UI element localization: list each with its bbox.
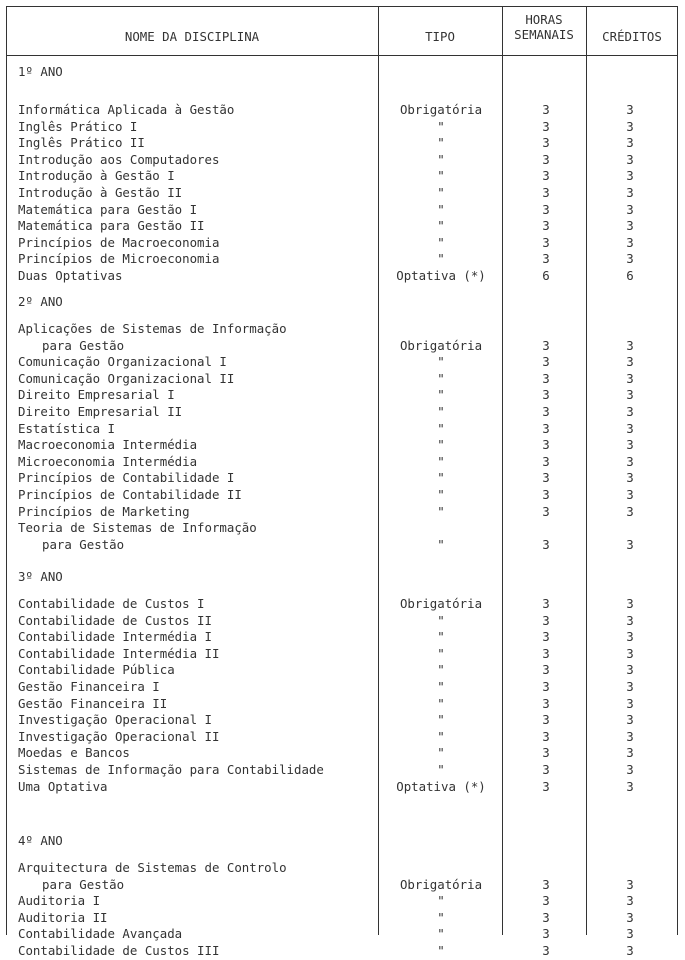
credits-value: 3 — [626, 370, 634, 386]
credits-value: 3 — [626, 168, 634, 184]
course-type: Obrigatória — [399, 102, 483, 117]
course-name: Macroeconomia Intermédia — [18, 437, 198, 453]
course-name: Contabilidade Intermédia I — [18, 629, 212, 645]
weekly-hours: 3 — [542, 712, 550, 728]
weekly-hours: 3 — [542, 629, 550, 645]
weekly-hours: 3 — [542, 470, 550, 486]
credits-value: 3 — [626, 118, 634, 134]
course-name: Arquitectura de Sistemas de Controlo — [18, 860, 287, 875]
credits-value: 3 — [626, 679, 634, 694]
course-type: " — [437, 370, 445, 386]
course-name: Introdução à Gestão I — [18, 168, 175, 184]
weekly-hours: 3 — [542, 778, 550, 794]
credits-value: 3 — [626, 102, 634, 117]
credits-value: 3 — [626, 909, 634, 925]
course-name: Princípios de Contabilidade I — [18, 470, 235, 486]
column-divider — [378, 6, 379, 935]
course-type: Obrigatória — [399, 337, 483, 353]
credits-value: 3 — [626, 662, 634, 678]
course-type: " — [437, 118, 445, 134]
credits-value: 3 — [626, 251, 634, 267]
weekly-hours: 3 — [542, 943, 550, 958]
weekly-hours: 3 — [542, 695, 550, 711]
weekly-hours: 3 — [542, 876, 550, 892]
weekly-hours: 3 — [542, 218, 550, 234]
header-hours-line2: SEMANAIS — [514, 27, 574, 42]
course-name: Microeconomia Intermédia — [18, 453, 198, 469]
weekly-hours: 3 — [542, 926, 550, 942]
weekly-hours: 3 — [542, 251, 550, 267]
credits-value: 3 — [626, 778, 634, 794]
weekly-hours: 3 — [542, 503, 550, 519]
weekly-hours: 3 — [542, 102, 550, 117]
weekly-hours: 3 — [542, 234, 550, 250]
course-name: Moedas e Bancos — [18, 745, 130, 761]
course-type: " — [437, 679, 445, 694]
weekly-hours: 3 — [542, 135, 550, 151]
course-name: Investigação Operacional II — [18, 728, 220, 744]
course-name: Comunicação Organizacional I — [18, 354, 227, 370]
course-type: " — [437, 762, 445, 777]
credits-value: 3 — [626, 234, 634, 250]
credits-value: 3 — [626, 453, 634, 469]
header-name: NOME DA DISCIPLINA — [124, 29, 260, 44]
credits-value: 3 — [626, 596, 634, 611]
course-type: " — [437, 612, 445, 628]
course-name: Contabilidade de Custos III — [18, 943, 220, 958]
course-name-continuation: para Gestão — [42, 337, 125, 353]
credits-value: 3 — [626, 135, 634, 151]
credits-value: 3 — [626, 151, 634, 167]
course-name-continuation: para Gestão — [42, 536, 125, 552]
course-type: " — [437, 168, 445, 184]
weekly-hours: 3 — [542, 728, 550, 744]
course-name: Contabilidade Pública — [18, 662, 175, 678]
credits-value: 3 — [626, 762, 634, 777]
course-name: Inglês Prático I — [18, 118, 138, 134]
course-name: Contabilidade Intermédia II — [18, 645, 220, 661]
course-type: " — [437, 662, 445, 678]
course-type: " — [437, 712, 445, 728]
credits-value: 3 — [626, 503, 634, 519]
credits-value: 3 — [626, 695, 634, 711]
course-name: Inglês Prático II — [18, 135, 145, 151]
weekly-hours: 6 — [542, 268, 550, 283]
credits-value: 3 — [626, 629, 634, 645]
course-type: " — [437, 470, 445, 486]
credits-value: 3 — [626, 420, 634, 436]
credits-value: 3 — [626, 612, 634, 628]
weekly-hours: 3 — [542, 354, 550, 370]
weekly-hours: 3 — [542, 679, 550, 694]
course-type: " — [437, 909, 445, 925]
course-type: Obrigatória — [399, 596, 483, 611]
credits-value: 3 — [626, 876, 634, 892]
course-type: " — [437, 893, 445, 909]
course-type: " — [437, 943, 445, 958]
course-name: Matemática para Gestão II — [18, 218, 205, 234]
course-name: Contabilidade de Custos I — [18, 596, 205, 611]
year-heading: 3º ANO — [18, 569, 63, 584]
course-name: Investigação Operacional I — [18, 712, 212, 728]
weekly-hours: 3 — [542, 437, 550, 453]
course-name: Sistemas de Informação para Contabilidade — [18, 762, 324, 777]
course-type: " — [437, 728, 445, 744]
credits-value: 3 — [626, 185, 634, 200]
weekly-hours: 3 — [542, 118, 550, 134]
year-heading: 4º ANO — [18, 833, 63, 848]
course-type: " — [437, 745, 445, 761]
course-name: Princípios de Microeconomia — [18, 251, 220, 267]
course-type: " — [437, 354, 445, 370]
credits-value: 3 — [626, 645, 634, 661]
weekly-hours: 3 — [542, 762, 550, 777]
header-hours-line1: HORAS — [525, 12, 563, 27]
course-type: " — [437, 645, 445, 661]
course-name: Princípios de Macroeconomia — [18, 234, 220, 250]
weekly-hours: 3 — [542, 909, 550, 925]
course-name: Princípios de Marketing — [18, 503, 190, 519]
weekly-hours: 3 — [542, 420, 550, 436]
weekly-hours: 3 — [542, 337, 550, 353]
credits-value: 3 — [626, 387, 634, 403]
course-type: " — [437, 185, 445, 200]
course-name: Direito Empresarial II — [18, 404, 183, 419]
course-name-continuation: para Gestão — [42, 876, 125, 892]
course-type: " — [437, 503, 445, 519]
course-type: Optativa (*) — [396, 268, 486, 283]
credits-value: 3 — [626, 337, 634, 353]
credits-value: 3 — [626, 745, 634, 761]
course-name: Direito Empresarial I — [18, 387, 175, 403]
course-type: " — [437, 695, 445, 711]
header-credits: CRÉDITOS — [602, 29, 662, 44]
course-name: Matemática para Gestão I — [18, 201, 198, 217]
course-type: Optativa (*) — [396, 778, 486, 794]
credits-value: 3 — [626, 536, 634, 552]
credits-value: 3 — [626, 354, 634, 370]
column-divider — [586, 6, 587, 935]
weekly-hours: 3 — [542, 745, 550, 761]
course-name: Introdução aos Computadores — [18, 151, 220, 167]
weekly-hours: 3 — [542, 201, 550, 217]
course-name: Princípios de Contabilidade II — [18, 487, 242, 502]
course-type: " — [437, 420, 445, 436]
header-divider — [6, 55, 678, 56]
course-name: Teoria de Sistemas de Informação — [18, 520, 257, 536]
credits-value: 3 — [626, 218, 634, 234]
course-type: " — [437, 234, 445, 250]
weekly-hours: 3 — [542, 168, 550, 184]
course-type: " — [437, 135, 445, 151]
course-type: " — [437, 437, 445, 453]
weekly-hours: 3 — [542, 453, 550, 469]
course-name: Contabilidade Avançada — [18, 926, 183, 942]
weekly-hours: 3 — [542, 487, 550, 502]
credits-value: 3 — [626, 943, 634, 958]
course-type: " — [437, 201, 445, 217]
weekly-hours: 3 — [542, 596, 550, 611]
credits-value: 3 — [626, 712, 634, 728]
course-type: " — [437, 453, 445, 469]
credits-value: 6 — [626, 268, 634, 283]
course-type: " — [437, 218, 445, 234]
header-type: TIPO — [425, 29, 455, 44]
weekly-hours: 3 — [542, 185, 550, 200]
weekly-hours: 3 — [542, 645, 550, 661]
weekly-hours: 3 — [542, 536, 550, 552]
course-name: Auditoria I — [18, 893, 101, 909]
weekly-hours: 3 — [542, 893, 550, 909]
course-type: " — [437, 251, 445, 267]
course-name: Comunicação Organizacional II — [18, 370, 235, 386]
course-name: Gestão Financeira II — [18, 695, 168, 711]
course-type: " — [437, 629, 445, 645]
course-type: " — [437, 404, 445, 419]
credits-value: 3 — [626, 728, 634, 744]
course-type: " — [437, 536, 445, 552]
credits-value: 3 — [626, 893, 634, 909]
course-type: " — [437, 387, 445, 403]
credits-value: 3 — [626, 926, 634, 942]
course-name: Gestão Financeira I — [18, 679, 160, 694]
year-heading: 1º ANO — [18, 64, 63, 79]
course-type: " — [437, 151, 445, 167]
course-name: Estatística I — [18, 420, 115, 436]
course-name: Uma Optativa — [18, 778, 108, 794]
weekly-hours: 3 — [542, 370, 550, 386]
course-name: Duas Optativas — [18, 268, 123, 283]
credits-value: 3 — [626, 201, 634, 217]
course-type: Obrigatória — [399, 876, 483, 892]
credits-value: 3 — [626, 437, 634, 453]
credits-value: 3 — [626, 487, 634, 502]
weekly-hours: 3 — [542, 612, 550, 628]
course-name: Contabilidade de Custos II — [18, 612, 212, 628]
credits-value: 3 — [626, 470, 634, 486]
course-type: " — [437, 926, 445, 942]
course-name: Introdução à Gestão II — [18, 185, 183, 200]
course-type: " — [437, 487, 445, 502]
course-name: Informática Aplicada à Gestão — [18, 102, 235, 117]
course-name: Aplicações de Sistemas de Informação — [18, 321, 287, 336]
weekly-hours: 3 — [542, 387, 550, 403]
weekly-hours: 3 — [542, 151, 550, 167]
course-name: Auditoria II — [18, 909, 108, 925]
weekly-hours: 3 — [542, 662, 550, 678]
weekly-hours: 3 — [542, 404, 550, 419]
column-divider — [502, 6, 503, 935]
credits-value: 3 — [626, 404, 634, 419]
year-heading: 2º ANO — [18, 294, 63, 309]
